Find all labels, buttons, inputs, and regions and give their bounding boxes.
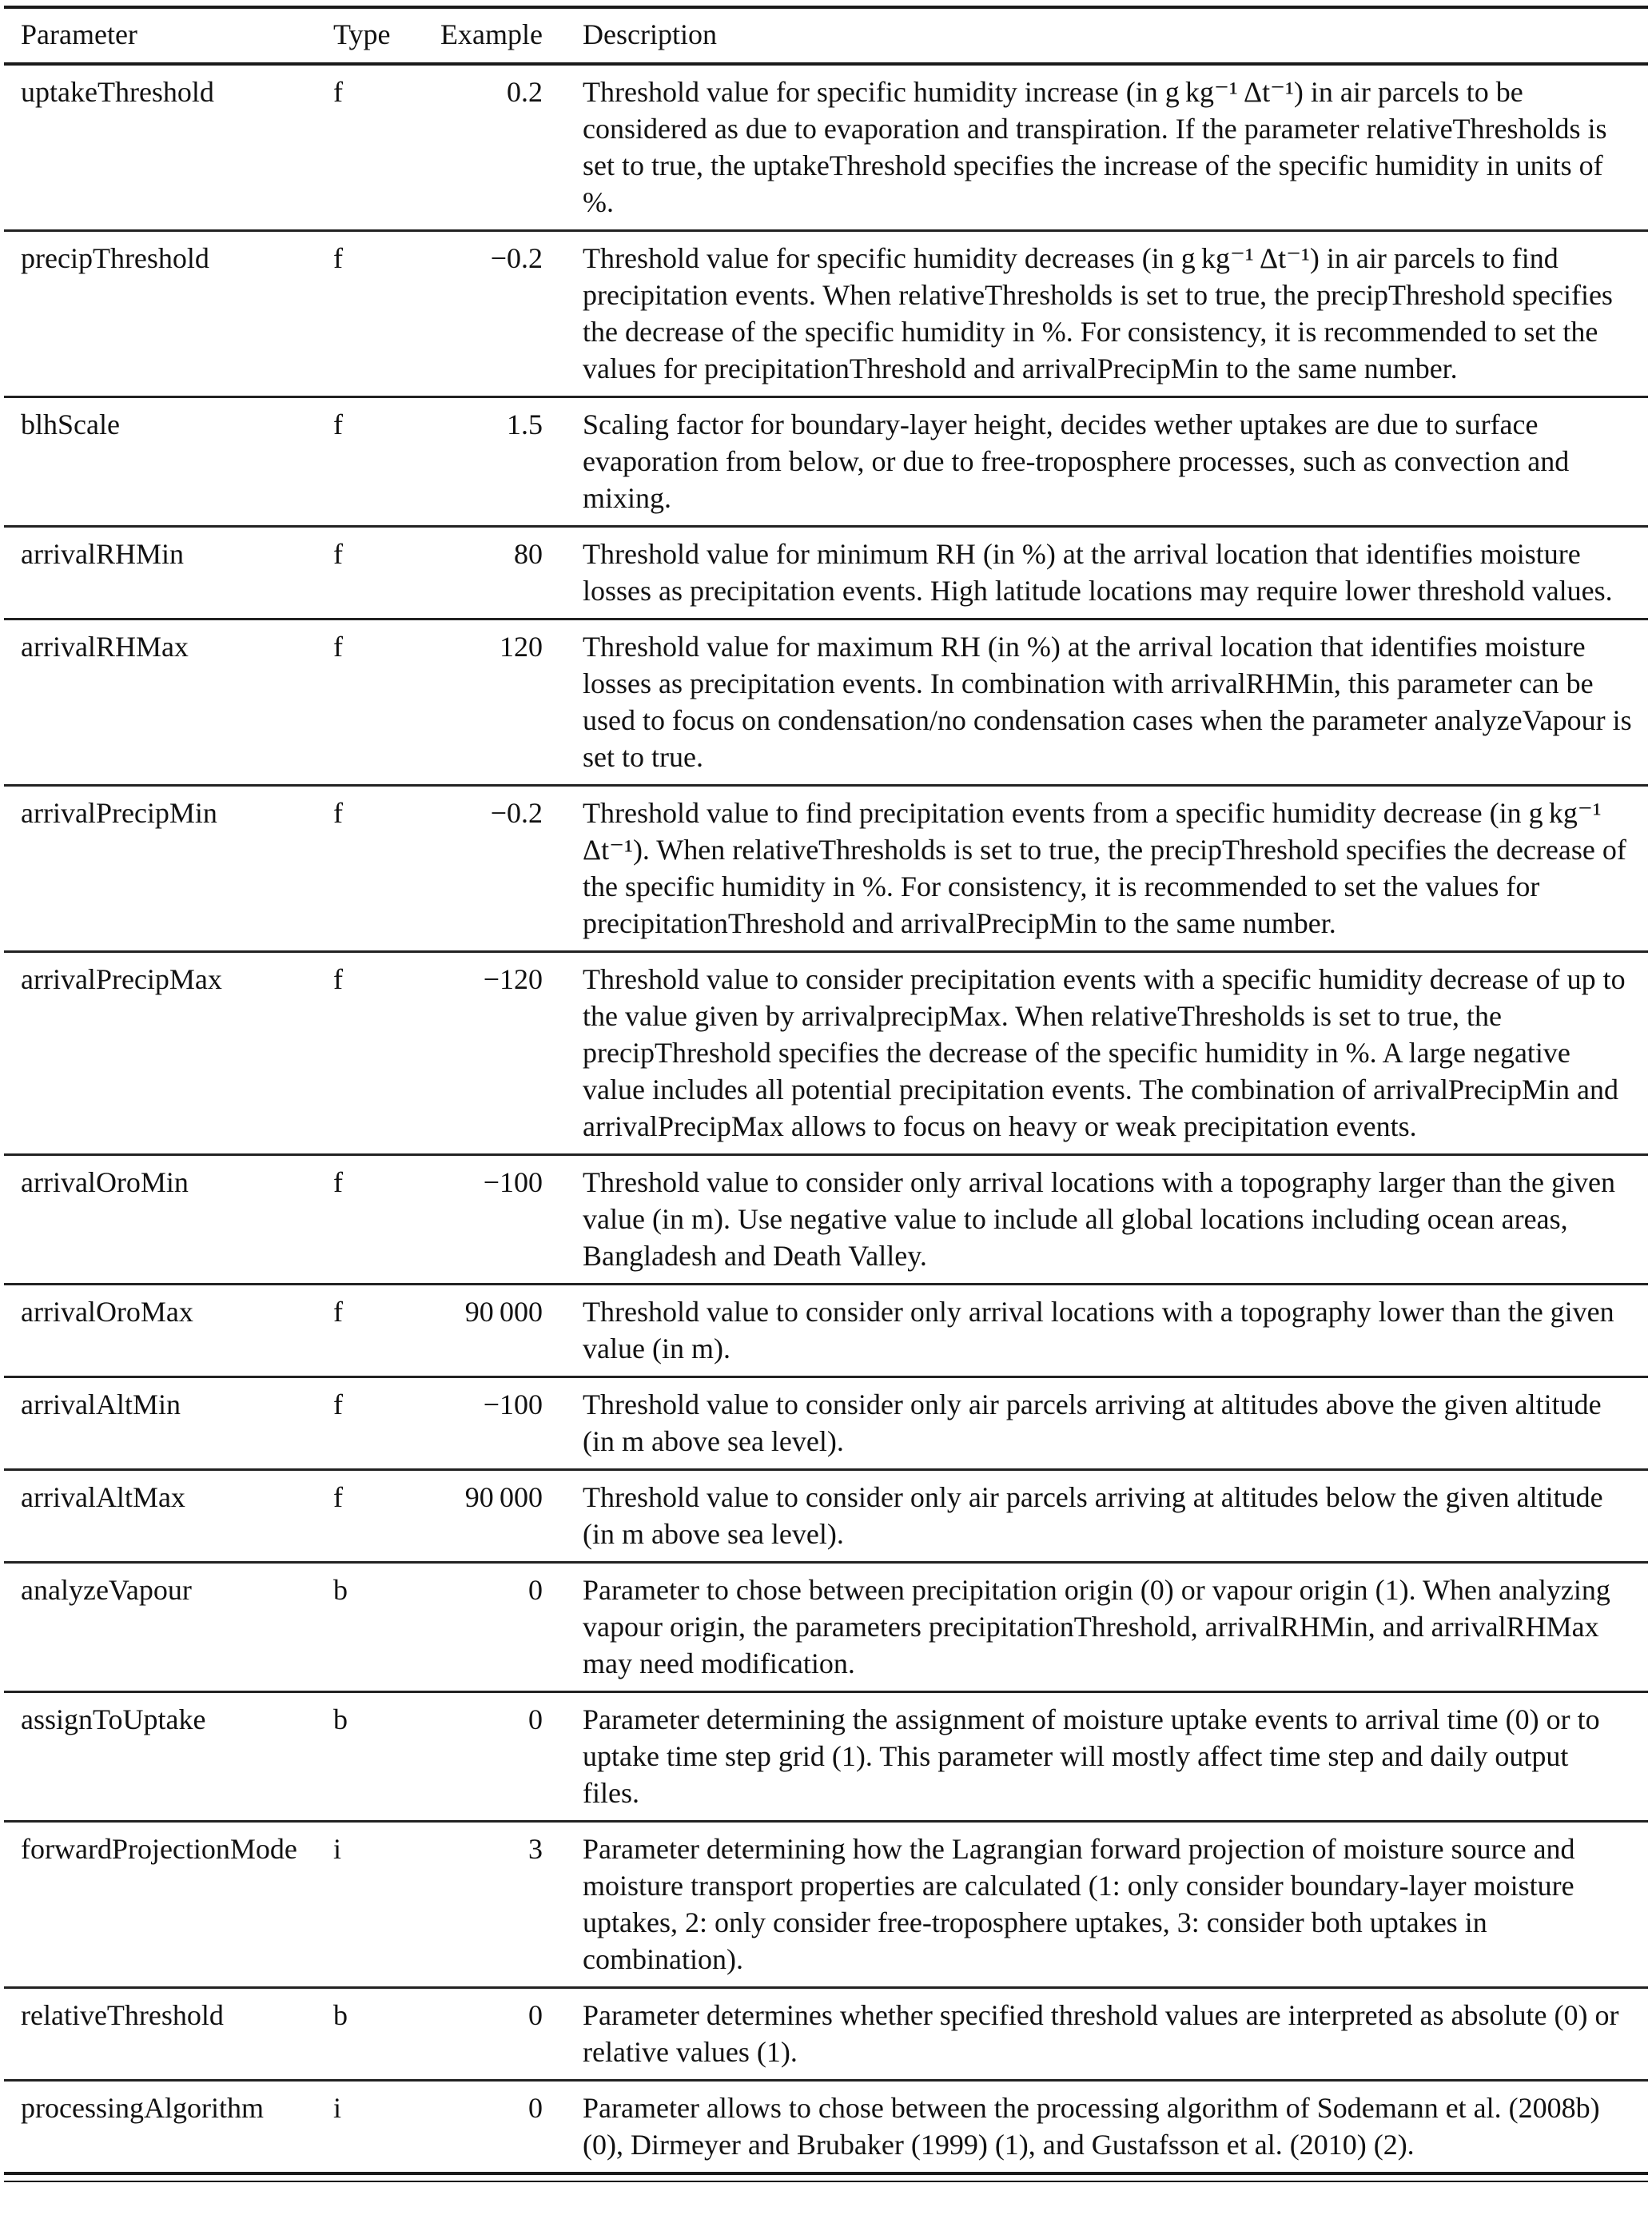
table-row: [4, 952, 1648, 1155]
parameter-description: Threshold value to consider precipitation events with a specific humidity decrease of up to the value given by arrivalprecipMax. When relativeThresholds is set to true, the precipThreshold specifies the decrease of the specific humidity in %. A large negative value includes all potential precipitation events. The combination of arrivalPrecipMin and arrivalPrecipMax allows to focus on heavy or weak precipitation events.: [543, 952, 1648, 1155]
parameter-example: 3: [431, 1822, 543, 1988]
parameter-example: 0: [431, 1988, 543, 2081]
parameter-type: f: [333, 64, 431, 231]
parameter-name: relativeThreshold: [4, 1988, 333, 2081]
parameter-example: 80: [431, 527, 543, 619]
parameter-description: Threshold value to consider only arrival locations with a topography larger than the given value (in m). Use negative value to include all global locations including ocean areas, Bangladesh and Death Valley.: [543, 1155, 1648, 1285]
table-row: [4, 1563, 1648, 1692]
parameter-description: Parameter determining how the Lagrangian forward projection of moisture source and moisture transport properties are calculated (1: only consider boundary-layer moisture uptakes, 2: only consider free-troposphere uptakes, 3: consider both uptakes in combination).: [543, 1822, 1648, 1988]
table-row: [4, 527, 1648, 619]
parameter-type: b: [333, 1988, 431, 2081]
parameter-example: 1.5: [431, 397, 543, 527]
parameter-example: −120: [431, 952, 543, 1155]
parameter-type: b: [333, 1563, 431, 1692]
parameter-name: arrivalRHMax: [4, 619, 333, 786]
table-row: [4, 397, 1648, 527]
column-header-example: Example: [431, 7, 543, 64]
parameter-description: Threshold value to consider only arrival locations with a topography lower than the given value (in m).: [543, 1285, 1648, 1377]
parameter-example: 0: [431, 2081, 543, 2174]
table-row: [4, 1155, 1648, 1285]
parameter-example: −100: [431, 1155, 543, 1285]
table-bottom-rule: [4, 2181, 1648, 2182]
parameter-example: −0.2: [431, 786, 543, 952]
parameter-description: Threshold value for minimum RH (in %) at the arrival location that identifies moisture losses as precipitation events. High latitude locations may require lower threshold values.: [543, 527, 1648, 619]
parameter-name: arrivalOroMax: [4, 1285, 333, 1377]
parameter-type: f: [333, 1285, 431, 1377]
parameter-name: processingAlgorithm: [4, 2081, 333, 2174]
table-row: [4, 786, 1648, 952]
table-row: [4, 1470, 1648, 1563]
table-row: [4, 1988, 1648, 2081]
parameter-type: f: [333, 1377, 431, 1470]
table-row: [4, 231, 1648, 397]
parameter-example: 0: [431, 1563, 543, 1692]
parameter-type: f: [333, 619, 431, 786]
parameter-description: Threshold value to find precipitation events from a specific humidity decrease (in g kg⁻¹ Δt⁻¹). When relativeThresholds is set to true, the precipThreshold specifies the decrease of the specific humidity in %. For consistency, it is recommended to set the values for precipitationThreshold and arrivalPrecipMin to the same number.: [543, 786, 1648, 952]
parameter-description: Parameter allows to chose between the processing algorithm of Sodemann et al. (2008b) (0), Dirmeyer and Brubaker (1999) (1), and Gustafsson et al. (2010) (2).: [543, 2081, 1648, 2174]
table-row: [4, 1377, 1648, 1470]
parameter-description: Parameter to chose between precipitation origin (0) or vapour origin (1). When analyzing vapour origin, the parameters precipitationThreshold, arrivalRHMin, and arrivalRHMax may need modification.: [543, 1563, 1648, 1692]
parameter-type: f: [333, 397, 431, 527]
parameter-table: [4, 6, 1648, 2175]
parameter-type: f: [333, 231, 431, 397]
parameter-description: Threshold value for maximum RH (in %) at the arrival location that identifies moisture losses as precipitation events. In combination with arrivalRHMin, this parameter can be used to focus on condensation/no condensation cases when the parameter analyzeVapour is set to true.: [543, 619, 1648, 786]
table-row: [4, 1822, 1648, 1988]
parameter-name: forwardProjectionMode: [4, 1822, 333, 1988]
table-header-row: [4, 7, 1648, 64]
parameter-name: arrivalRHMin: [4, 527, 333, 619]
parameter-example: −0.2: [431, 231, 543, 397]
parameter-example: 90 000: [431, 1285, 543, 1377]
parameter-name: arrivalPrecipMin: [4, 786, 333, 952]
parameter-type: i: [333, 1822, 431, 1988]
parameter-type: f: [333, 786, 431, 952]
parameter-type: f: [333, 952, 431, 1155]
parameter-example: −100: [431, 1377, 543, 1470]
parameter-type: f: [333, 1155, 431, 1285]
parameter-name: arrivalAltMax: [4, 1470, 333, 1563]
parameter-type: i: [333, 2081, 431, 2174]
parameter-description: Parameter determines whether specified threshold values are interpreted as absolute (0) or relative values (1).: [543, 1988, 1648, 2081]
parameter-example: 90 000: [431, 1470, 543, 1563]
parameter-name: arrivalOroMin: [4, 1155, 333, 1285]
column-header-description: Description: [543, 7, 1648, 64]
parameter-example: 0: [431, 1692, 543, 1822]
table-row: [4, 1692, 1648, 1822]
parameter-description: Parameter determining the assignment of moisture uptake events to arrival time (0) or to uptake time step grid (1). This parameter will mostly affect time step and daily output files.: [543, 1692, 1648, 1822]
parameter-name: precipThreshold: [4, 231, 333, 397]
parameter-description: Threshold value to consider only air parcels arriving at altitudes above the given altitude (in m above sea level).: [543, 1377, 1648, 1470]
parameter-name: arrivalAltMin: [4, 1377, 333, 1470]
table-row: [4, 2081, 1648, 2174]
table-row: [4, 1285, 1648, 1377]
parameter-description: Threshold value to consider only air parcels arriving at altitudes below the given altitude (in m above sea level).: [543, 1470, 1648, 1563]
column-header-type: Type: [333, 7, 431, 64]
parameter-name: blhScale: [4, 397, 333, 527]
parameter-description: Scaling factor for boundary-layer height, decides wether uptakes are due to surface evaporation from below, or due to free-troposphere processes, such as convection and mixing.: [543, 397, 1648, 527]
column-header-parameter: Parameter: [4, 7, 333, 64]
parameter-example: 120: [431, 619, 543, 786]
parameter-type: f: [333, 1470, 431, 1563]
parameter-type: b: [333, 1692, 431, 1822]
parameter-description: Threshold value for specific humidity increase (in g kg⁻¹ Δt⁻¹) in air parcels to be considered as due to evaporation and transpiration. If the parameter relativeThresholds is set to true, the uptakeThreshold specifies the increase of the specific humidity in units of %.: [543, 64, 1648, 231]
table-row: [4, 64, 1648, 231]
parameter-example: 0.2: [431, 64, 543, 231]
parameter-name: analyzeVapour: [4, 1563, 333, 1692]
parameter-type: f: [333, 527, 431, 619]
table-row: [4, 619, 1648, 786]
parameter-name: arrivalPrecipMax: [4, 952, 333, 1155]
parameter-name: assignToUptake: [4, 1692, 333, 1822]
parameter-name: uptakeThreshold: [4, 64, 333, 231]
parameter-description: Threshold value for specific humidity decreases (in g kg⁻¹ Δt⁻¹) in air parcels to find precipitation events. When relativeThresholds is set to true, the precipThreshold specifies the decrease of the specific humidity in %. For consistency, it is recommended to set the values for precipitationThreshold and arrivalPrecipMin to the same number.: [543, 231, 1648, 397]
